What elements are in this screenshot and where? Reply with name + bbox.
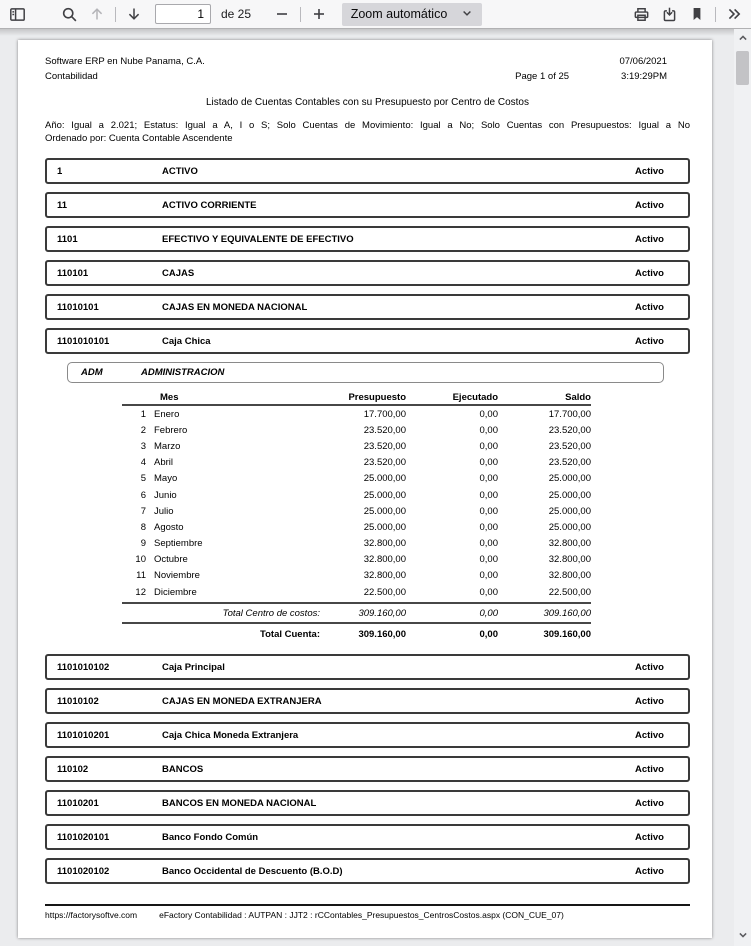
arrow-up-icon <box>89 6 105 22</box>
month-number: 5 <box>140 473 146 485</box>
page-count-label: de 25 <box>221 7 252 21</box>
toolbar-separator <box>715 7 716 22</box>
chevron-down-icon <box>461 7 473 22</box>
account-code: 11010101 <box>57 301 99 313</box>
account-row <box>45 226 690 252</box>
account-name: CAJAS <box>162 267 195 279</box>
minus-icon <box>274 6 290 22</box>
month-saldo: 32.800,00 <box>548 538 591 550</box>
month-presupuesto: 22.500,00 <box>363 586 406 598</box>
month-presupuesto: 25.000,00 <box>363 473 406 485</box>
account-list-after <box>45 654 690 884</box>
account-row <box>45 824 690 850</box>
account-code: 1101 <box>57 233 78 245</box>
current-view-button[interactable] <box>684 1 710 27</box>
account-status: Activo <box>634 233 664 245</box>
chevron-up-icon <box>738 30 748 48</box>
month-name: Junio <box>154 489 177 501</box>
month-name: Septiembre <box>154 538 203 550</box>
download-icon <box>661 6 678 23</box>
month-ejecutado: 0,00 <box>479 424 498 436</box>
budget-table <box>122 391 591 645</box>
page-number-input[interactable] <box>155 4 211 24</box>
total-account-label: Total Cuenta: <box>260 629 320 641</box>
pdf-viewer-toolbar <box>0 0 751 29</box>
account-code: 1101010101 <box>57 335 110 347</box>
month-presupuesto: 25.000,00 <box>363 489 406 501</box>
total-cost-center-ejecutado: 0,00 <box>479 607 498 619</box>
account-row <box>45 192 690 218</box>
month-name: Febrero <box>154 424 188 436</box>
month-saldo: 25.000,00 <box>548 521 591 533</box>
month-presupuesto: 32.800,00 <box>363 554 406 566</box>
toolbar-separator <box>300 7 301 22</box>
month-ejecutado: 0,00 <box>479 570 498 582</box>
zoom-mode-label: Zoom automático <box>350 7 448 21</box>
month-ejecutado: 0,00 <box>479 457 498 469</box>
month-saldo: 17.700,00 <box>548 408 591 420</box>
month-name: Diciembre <box>154 586 197 598</box>
search-icon <box>61 6 78 23</box>
scrollbar-thumb[interactable] <box>736 51 749 85</box>
account-row <box>45 790 690 816</box>
total-account-ejecutado: 0,00 <box>479 629 498 641</box>
budget-month-row <box>122 406 591 422</box>
total-cost-center-row <box>122 602 591 624</box>
month-presupuesto: 17.700,00 <box>363 408 406 420</box>
total-account-saldo: 309.160,00 <box>543 629 591 641</box>
month-number: 3 <box>140 440 146 452</box>
save-button[interactable] <box>656 1 682 27</box>
month-ejecutado: 0,00 <box>479 505 498 517</box>
column-header-ejecutado: Ejecutado <box>452 392 498 403</box>
zoom-in-button[interactable] <box>306 1 332 27</box>
account-row <box>45 260 690 286</box>
sidebar-toggle-button[interactable] <box>4 1 30 27</box>
account-code: 110102 <box>57 763 89 775</box>
cost-center-code: ADM <box>81 367 103 378</box>
account-code: 1101010201 <box>57 729 110 741</box>
account-name: Banco Fondo Común <box>162 831 259 843</box>
budget-month-row <box>122 455 591 471</box>
account-status: Activo <box>634 831 664 843</box>
cost-center-name: ADMINISTRACION <box>141 367 225 378</box>
column-header-saldo: Saldo <box>565 392 591 403</box>
report-page-label: Page 1 of 25 <box>515 71 570 82</box>
pdf-viewer-area <box>0 29 751 946</box>
report-footer <box>45 904 690 920</box>
month-presupuesto: 25.000,00 <box>363 505 406 517</box>
account-name: CAJAS EN MONEDA EXTRANJERA <box>162 695 322 707</box>
zoom-out-button[interactable] <box>269 1 295 27</box>
vertical-scrollbar[interactable] <box>734 29 751 946</box>
account-code: 1 <box>57 165 63 177</box>
month-saldo: 23.520,00 <box>548 457 591 469</box>
arrow-down-icon <box>126 6 142 22</box>
account-status: Activo <box>634 165 664 177</box>
account-name: CAJAS EN MONEDA NACIONAL <box>162 301 308 313</box>
total-account-presupuesto: 309.160,00 <box>358 629 406 641</box>
account-row <box>45 688 690 714</box>
account-name: ACTIVO CORRIENTE <box>162 199 257 211</box>
month-saldo: 32.800,00 <box>548 554 591 566</box>
budget-month-row <box>122 568 591 584</box>
report-filters: Año: Igual a 2.021; Estatus: Igual a A, I o S; Solo Cuentas de Movimiento: Igual a No; Solo Cuentas con Presupuestos: Igual a No <box>45 120 690 131</box>
find-button[interactable] <box>56 1 82 27</box>
account-name: ACTIVO <box>162 165 198 177</box>
total-cost-center-presupuesto: 309.160,00 <box>358 607 406 619</box>
month-number: 4 <box>140 457 146 469</box>
month-saldo: 23.520,00 <box>548 440 591 452</box>
month-ejecutado: 0,00 <box>479 473 498 485</box>
month-presupuesto: 23.520,00 <box>363 424 406 436</box>
module-name: Contabilidad <box>45 71 98 82</box>
budget-month-row <box>122 552 591 568</box>
account-status: Activo <box>634 865 664 877</box>
account-name: BANCOS <box>162 763 204 775</box>
report-title: Listado de Cuentas Contables con su Presupuesto por Centro de Costos <box>206 97 529 108</box>
account-status: Activo <box>634 199 664 211</box>
account-name: Banco Occidental de Descuento (B.O.D) <box>162 865 343 877</box>
account-name: Caja Principal <box>162 661 225 673</box>
double-chevron-right-icon <box>726 6 742 22</box>
account-code: 110101 <box>57 267 89 279</box>
month-number: 2 <box>140 424 146 436</box>
month-number: 12 <box>135 586 146 598</box>
bookmark-icon <box>689 6 705 22</box>
account-code: 1101010102 <box>57 661 110 673</box>
report-date: 07/06/2021 <box>619 56 667 67</box>
month-name: Julio <box>154 505 174 517</box>
month-ejecutado: 0,00 <box>479 538 498 550</box>
month-presupuesto: 32.800,00 <box>363 538 406 550</box>
account-status: Activo <box>634 695 664 707</box>
company-name: Software ERP en Nube Panama, C.A. <box>45 56 205 67</box>
column-header-mes: Mes <box>160 392 179 403</box>
month-ejecutado: 0,00 <box>479 489 498 501</box>
month-name: Mayo <box>154 473 178 485</box>
budget-month-row <box>122 471 591 487</box>
month-ejecutado: 0,00 <box>479 408 498 420</box>
account-status: Activo <box>634 267 664 279</box>
account-row <box>45 328 690 354</box>
account-name: EFECTIVO Y EQUIVALENTE DE EFECTIVO <box>162 233 354 245</box>
month-presupuesto: 23.520,00 <box>363 457 406 469</box>
budget-table-header <box>122 391 591 406</box>
month-saldo: 22.500,00 <box>548 586 591 598</box>
month-presupuesto: 32.800,00 <box>363 570 406 582</box>
footer-url: https://factorysoftve.com <box>45 910 138 920</box>
account-row <box>45 858 690 884</box>
pdf-page <box>18 40 712 938</box>
month-number: 8 <box>140 521 146 533</box>
account-row <box>45 722 690 748</box>
month-name: Abril <box>154 457 174 469</box>
month-saldo: 25.000,00 <box>548 489 591 501</box>
account-row <box>45 756 690 782</box>
account-name: BANCOS EN MONEDA NACIONAL <box>162 797 317 809</box>
toolbar-separator <box>115 7 116 22</box>
budget-month-row <box>122 438 591 454</box>
account-code: 1101020101 <box>57 831 110 843</box>
account-status: Activo <box>634 335 664 347</box>
budget-month-row <box>122 487 591 503</box>
month-number: 1 <box>140 408 146 420</box>
month-name: Enero <box>154 408 180 420</box>
budget-month-row <box>122 519 591 535</box>
account-row <box>45 294 690 320</box>
next-page-button[interactable] <box>121 1 147 27</box>
account-status: Activo <box>634 661 664 673</box>
previous-page-button[interactable] <box>84 1 110 27</box>
printer-icon <box>633 6 650 23</box>
month-saldo: 25.000,00 <box>548 505 591 517</box>
month-name: Octubre <box>154 554 188 566</box>
month-presupuesto: 25.000,00 <box>363 521 406 533</box>
month-saldo: 23.520,00 <box>548 424 591 436</box>
report-time: 3:19:29PM <box>621 71 667 82</box>
month-number: 6 <box>140 489 146 501</box>
scroll-up-button[interactable] <box>734 31 751 47</box>
column-header-presupuesto: Presupuesto <box>348 392 406 403</box>
month-number: 11 <box>136 570 146 582</box>
month-name: Noviembre <box>154 570 200 582</box>
month-name: Agosto <box>154 521 184 533</box>
month-ejecutado: 0,00 <box>479 440 498 452</box>
month-ejecutado: 0,00 <box>479 586 498 598</box>
month-ejecutado: 0,00 <box>479 521 498 533</box>
account-row <box>45 654 690 680</box>
report-order: Ordenado por: Cuenta Contable Ascendente <box>45 133 233 144</box>
month-ejecutado: 0,00 <box>479 554 498 566</box>
tools-menu-button[interactable] <box>721 1 747 27</box>
report-header <box>45 54 667 84</box>
total-account-row <box>122 624 591 645</box>
account-row <box>45 158 690 184</box>
account-code: 1101020102 <box>57 865 110 877</box>
account-status: Activo <box>634 797 664 809</box>
account-code: 11010102 <box>57 695 99 707</box>
budget-month-row <box>122 422 591 438</box>
footer-info: eFactory Contabilidad : AUTPAN : JJT2 : rCContables_Presupuestos_CentrosCostos.aspx (CON_CUE_07) <box>159 910 564 920</box>
plus-icon <box>311 6 327 22</box>
account-status: Activo <box>634 301 664 313</box>
total-cost-center-label: Total Centro de costos: <box>222 607 320 619</box>
account-name: Caja Chica Moneda Extranjera <box>162 729 299 741</box>
account-status: Activo <box>634 763 664 775</box>
print-button[interactable] <box>628 1 654 27</box>
month-presupuesto: 23.520,00 <box>363 440 406 452</box>
budget-month-row <box>122 503 591 519</box>
month-number: 7 <box>140 505 146 517</box>
month-saldo: 32.800,00 <box>548 570 591 582</box>
month-number: 9 <box>140 538 146 550</box>
total-cost-center-saldo: 309.160,00 <box>543 607 591 619</box>
scroll-down-button[interactable] <box>734 928 751 944</box>
budget-month-row <box>122 536 591 552</box>
month-number: 10 <box>135 554 146 566</box>
account-name: Caja Chica <box>162 335 211 347</box>
budget-table-body <box>122 406 591 600</box>
budget-month-row <box>122 584 591 600</box>
month-saldo: 25.000,00 <box>548 473 591 485</box>
account-status: Activo <box>634 729 664 741</box>
account-code: 11 <box>57 199 68 211</box>
account-code: 11010201 <box>57 797 99 809</box>
chevron-down-icon <box>738 927 748 945</box>
cost-center-row <box>67 362 664 383</box>
sidebar-toggle-icon <box>9 6 26 23</box>
zoom-mode-dropdown[interactable] <box>342 3 483 26</box>
account-list-before <box>45 158 690 354</box>
month-name: Marzo <box>154 440 181 452</box>
